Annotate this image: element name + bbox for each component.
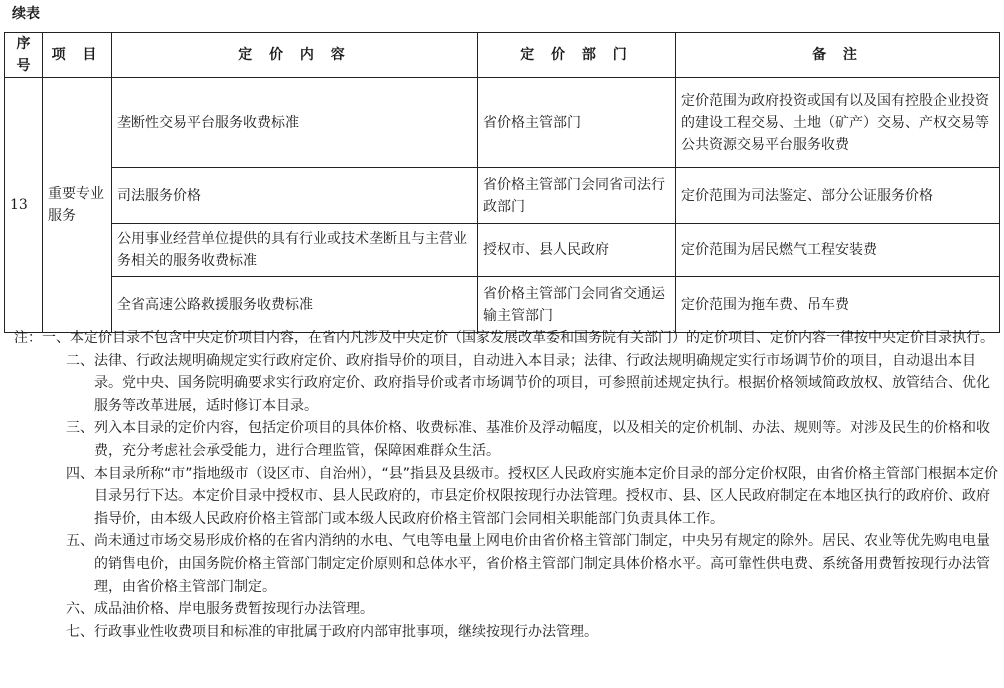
note-number: 五、 (66, 533, 94, 550)
header-department: 定 价 部 门 (478, 33, 676, 78)
note-number: 一、 (42, 330, 70, 346)
table-header-row (5, 33, 1000, 78)
header-content: 定 价 内 容 (112, 33, 478, 78)
note-item (14, 530, 999, 598)
note-item (14, 621, 999, 644)
note-text: 尚未通过市场交易形成价格的在省内消纳的水电、气电等电量上网电价由省价格主管部门制定，中央另有规定的除外。居民、农业等优先购电电量的销售电价，由国务院价格主管部门制定定价原则和总体水平，省价格主管部门制定具体价格水平。高可靠性供电费、系统备用费暂按现行办法管理，由省价格主管部门制定。 (94, 533, 990, 595)
note-text: 法律、行政法规明确规定实行政府定价、政府指导价的项目，自动进入本目录；法律、行政法规明确规定实行市场调节价的项目，自动退出本目录。党中央、国务院明确要求实行政府定价、政府指导价或者市场调节价的项目，可参照前述规定执行。根据价格领域简政放权、放管结合、优化服务等改革进展，适时修订本目录。 (94, 352, 990, 414)
note-item (14, 463, 999, 531)
header-remark: 备 注 (676, 33, 1000, 78)
row-remark: 定价范围为拖车费、吊车费 (676, 277, 1000, 333)
header-seq: 序号 (5, 33, 43, 78)
note-number: 四、 (66, 465, 94, 482)
table-row (5, 168, 1000, 224)
note-number: 二、 (66, 352, 94, 369)
continued-label: 续表 (12, 6, 40, 22)
header-item: 项 目 (43, 33, 112, 78)
note-number: 六、 (66, 601, 94, 618)
row-department: 授权市、县人民政府 (478, 224, 676, 277)
note-item (14, 350, 999, 418)
row-seq: 13 (5, 78, 43, 333)
row-content: 垄断性交易平台服务收费标准 (112, 78, 478, 168)
note-number: 三、 (66, 420, 94, 437)
table-row (5, 277, 1000, 333)
row-remark: 定价范围为居民燃气工程安装费 (676, 224, 1000, 277)
notes-prefix: 注： (14, 330, 42, 346)
row-content: 全省高速公路救援服务收费标准 (112, 277, 478, 333)
note-text: 列入本目录的定价内容，包括定价项目的具体价格、收费标准、基准价及浮动幅度，以及相关的定价机制、办法、规则等。对涉及民生的价格和收费，充分考虑社会承受能力，进行合理监管，保障困难群众生活。 (94, 420, 990, 459)
note-item (14, 327, 999, 350)
note-text: 本目录所称“市”指地级市（设区市、自治州），“县”指县及县级市。授权区人民政府实施本定价目录的部分定价权限，由省价格主管部门根据本定价目录另行下达。本定价目录中授权市、县人民政府的，市县定价权限按现行办法管理。授权市、县、区人民政府制定在本地区执行的政府价、政府指导价，由本级人民政府价格主管部门或本级人民政府价格主管部门会同相关职能部门负责具体工作。 (94, 465, 999, 527)
note-item (14, 598, 999, 621)
row-department: 省价格主管部门会同省交通运输主管部门 (478, 277, 676, 333)
table-row (5, 78, 1000, 168)
table-row (5, 224, 1000, 277)
row-remark: 定价范围为司法鉴定、部分公证服务价格 (676, 168, 1000, 224)
pricing-table (4, 32, 1000, 333)
note-text: 成品油价格、岸电服务费暂按现行办法管理。 (94, 601, 374, 618)
row-item: 重要专业服务 (43, 78, 112, 333)
notes-section (14, 327, 999, 643)
row-department: 省价格主管部门 (478, 78, 676, 168)
note-text: 行政事业性收费项目和标准的审批属于政府内部审批事项，继续按现行办法管理。 (94, 623, 598, 640)
note-number: 七、 (66, 623, 94, 640)
row-department: 省价格主管部门会同省司法行政部门 (478, 168, 676, 224)
row-content: 司法服务价格 (112, 168, 478, 224)
note-item (14, 417, 999, 462)
row-content: 公用事业经营单位提供的具有行业或技术垄断且与主营业务相关的服务收费标准 (112, 224, 478, 277)
row-remark: 定价范围为政府投资或国有以及国有控股企业投资的建设工程交易、土地（矿产）交易、产权交易等公共资源交易平台服务收费 (676, 78, 1000, 168)
note-text: 本定价目录不包含中央定价项目内容，在省内凡涉及中央定价（国家发展改革委和国务院有关部门）的定价项目、定价内容一律按中央定价目录执行。 (70, 330, 994, 346)
